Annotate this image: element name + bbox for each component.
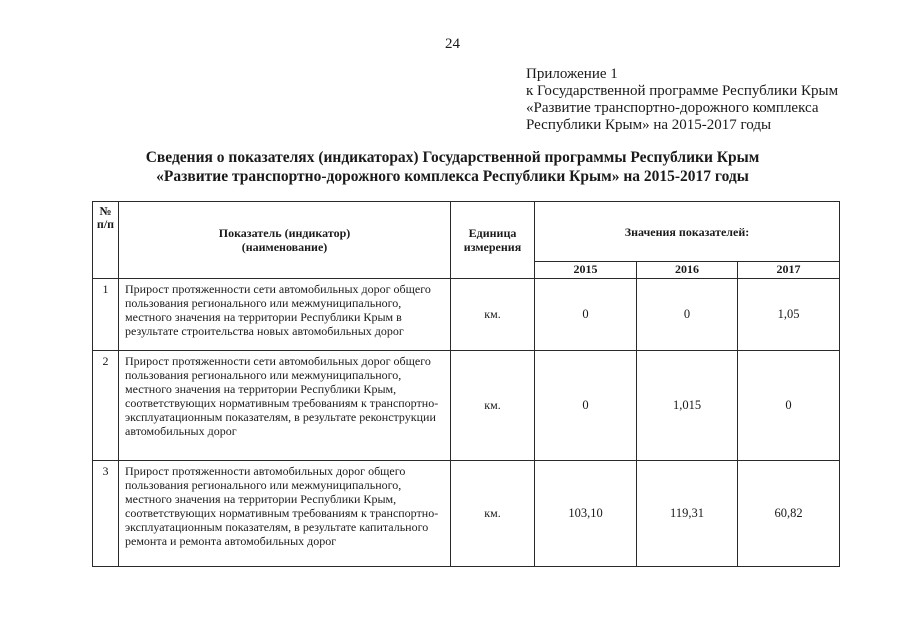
page-number: 24 [445, 36, 460, 52]
value-2017: 60,82 [738, 461, 840, 567]
table-row [93, 279, 840, 351]
appendix-line-2: к Государственной программе Республики Крым [526, 83, 839, 99]
appendix-line-3: «Развитие транспортно-дорожного комплекса [526, 100, 819, 116]
indicators-table [92, 201, 840, 567]
header-indicator-line-2: (наименование) [241, 240, 328, 254]
unit-cell: км. [451, 279, 535, 351]
header-year-2017: 2017 [738, 262, 840, 279]
appendix-note [526, 66, 838, 134]
row-number: 3 [93, 461, 119, 567]
header-unit-line-2: измерения [463, 240, 522, 254]
header-indicator [119, 202, 451, 279]
document-title-line-2: «Развитие транспортно-дорожного комплекса Республики Крым» на 2015-2017 годы [156, 168, 749, 185]
value-2016: 119,31 [637, 461, 738, 567]
table-row [93, 351, 840, 461]
indicator-name: Прирост протяженности сети автомобильных дорог общего пользования регионального или межмуниципального, местного значения на территории Республики Крым, соответствующих нормативным требованиям к транспортно-эксплуатационным показателям, в результате реконструкции автомобильных дорог [119, 351, 451, 461]
header-year-2016: 2016 [637, 262, 738, 279]
header-number-line-2: п/п [96, 217, 115, 231]
value-2017: 1,05 [738, 279, 840, 351]
header-indicator-line-1: Показатель (индикатор) [218, 226, 351, 240]
value-2016: 1,015 [637, 351, 738, 461]
value-2015: 0 [535, 279, 637, 351]
header-number-line-1: № [99, 204, 112, 218]
header-values: Значения показателей: [535, 202, 840, 262]
unit-cell: км. [451, 461, 535, 567]
value-2017: 0 [738, 351, 840, 461]
appendix-line-1: Приложение 1 [526, 66, 618, 82]
value-2015: 103,10 [535, 461, 637, 567]
header-number [93, 202, 119, 279]
unit-cell: км. [451, 351, 535, 461]
table-row [93, 461, 840, 567]
row-number: 1 [93, 279, 119, 351]
header-year-2015: 2015 [535, 262, 637, 279]
table-header-row [93, 202, 840, 262]
document-title-line-1: Сведения о показателях (индикаторах) Государственной программы Республики Крым [145, 149, 760, 166]
document-title [0, 148, 905, 186]
header-unit-line-1: Единица [468, 226, 517, 240]
appendix-line-4: Республики Крым» на 2015-2017 годы [526, 117, 772, 133]
row-number: 2 [93, 351, 119, 461]
value-2015: 0 [535, 351, 637, 461]
indicator-name: Прирост протяженности автомобильных дорог общего пользования регионального или межмуниципального, местного значения на территории Республики Крым, соответствующих нормативным требованиям к транспортно-эксплуатационным показателям, в результате капитального ремонта и ремонта автомобильных дорог [119, 461, 451, 567]
value-2016: 0 [637, 279, 738, 351]
indicator-name: Прирост протяженности сети автомобильных дорог общего пользования регионального или межмуниципального, местного значения на территории Республики Крым в результате строительства новых автомобильных дорог [119, 279, 451, 351]
header-unit [451, 202, 535, 279]
